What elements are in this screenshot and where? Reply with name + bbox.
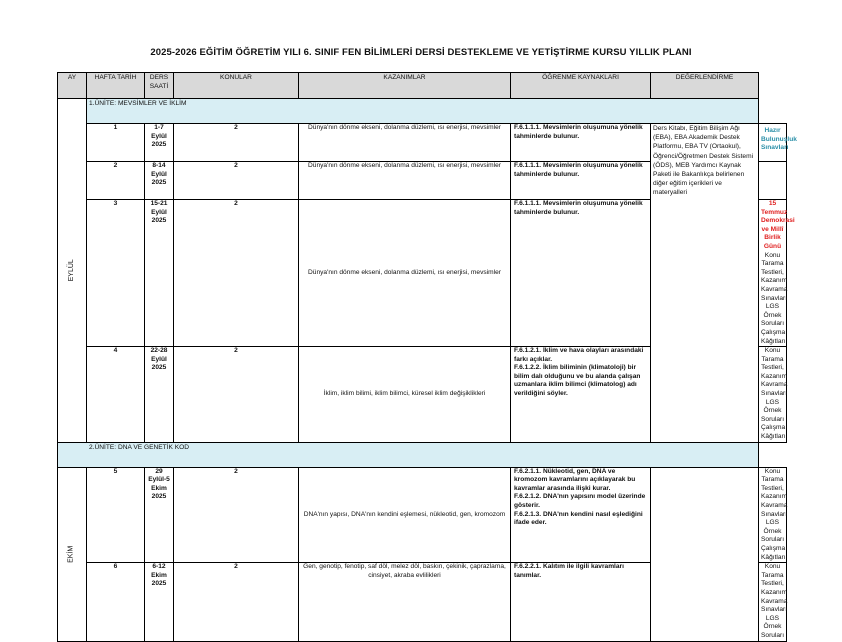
outcome-item: F.6.2.1.3. DNA'nın kendini nasıl eşlediğini ifade eder.: [514, 510, 643, 527]
header-row: [58, 73, 787, 99]
assessment-item: Konu Tarama Testleri,: [761, 347, 784, 372]
outcomes-cell: [511, 467, 651, 563]
special-day-note: 15 Temmuz Demokrasi ve Millî Birlik Günü: [761, 200, 795, 250]
assessment-cell: [759, 563, 787, 641]
outcome-item: F.6.1.1.1. Mevsimlerin oluşumuna yönelik tahminlerde bulunur.: [514, 124, 643, 140]
table-row: [58, 467, 787, 563]
assessment-item: Çalışma Kâğıtları: [761, 328, 786, 345]
week-date: 22-28 Eylül 2025: [145, 347, 174, 443]
week-date: 1-7 Eylül 2025: [145, 124, 174, 162]
assessment-item: Çalışma Kâğıtları: [761, 424, 786, 441]
week-date: 15-21 Eylül 2025: [145, 200, 174, 347]
assessment-item: Kazanım Kavrama Sınavları: [761, 588, 788, 614]
week-number: 4: [87, 347, 145, 443]
week-number: 3: [87, 200, 145, 347]
assessment-cell: [759, 162, 787, 200]
outcome-item: F.6.2.1.1. Nükleotid, gen, DNA ve kromozom kavramlarını açıklayarak bu kavramlar arasında ilişki kurar.: [514, 467, 636, 492]
unit-title: 1.ÜNİTE: MEVSİMLER VE İKLİM: [87, 99, 759, 124]
header-ders-saati: DERS SAATİ: [145, 73, 174, 99]
week-number: 2: [87, 162, 145, 200]
unit-title: 2.ÜNİTE: DNA VE GENETİK KOD: [58, 442, 759, 467]
assessment-item: Konu Tarama Testleri,: [761, 563, 784, 588]
month-label: EYLÜL: [67, 259, 75, 282]
topic-cell: Dünya'nın dönme ekseni, dolanma düzlemi, ısı enerjisi, mevsimler: [299, 162, 511, 200]
unit-row: [58, 442, 787, 467]
assessment-cell: [759, 200, 795, 347]
topic-cell: Dünya'nın dönme ekseni, dolanma düzlemi, ısı enerjisi, mevsimler: [299, 200, 511, 347]
month-cell-eylul: [58, 99, 87, 443]
resources-cell-empty: [651, 467, 759, 641]
resources-cell: Ders Kitabı, Eğitim Bilişim Ağı (EBA), EBA Akademik Destek Platformu, EBA TV (Ortaokul), Öğrenci/Öğretmen Destek Sistemi (ÖDS), MEB Yardımcı Kaynak Paketi ile Bakanlıkça belirlenen diğer eğitim içerikleri ve materyalleri: [651, 124, 759, 443]
assessment-item: LGS Örnek Soruları: [761, 614, 785, 639]
lesson-hours: 2: [174, 467, 299, 563]
outcomes-cell: [511, 162, 651, 200]
topic-cell: DNA'nın yapısı, DNA'nın kendini eşlemesi, nükleotid, gen, kromozom: [299, 467, 511, 563]
outcome-item: F.6.1.2.1. İklim ve hava olayları arasındaki farkı açıklar.: [514, 347, 644, 363]
outcome-item: F.6.1.1.1. Mevsimlerin oluşumuna yönelik tahminlerde bulunur.: [514, 200, 643, 216]
outcomes-cell: [511, 347, 651, 443]
lesson-hours: 2: [174, 162, 299, 200]
week-number: 5: [87, 467, 145, 563]
header-degerlendirme: DEĞERLENDİRME: [651, 73, 759, 99]
outcomes-cell: [511, 563, 651, 641]
assessment-cell: [759, 347, 787, 443]
assessment-item: Çalışma Kâğıtları: [761, 544, 786, 561]
assessment-item: LGS Örnek Soruları: [761, 398, 785, 423]
header-kazanimlar: KAZANIMLAR: [299, 73, 511, 99]
assessment-item: Kazanım Kavrama Sınavları: [761, 277, 788, 302]
assessment-item: Konu Tarama Testleri,: [761, 251, 784, 276]
yearly-plan-table: [57, 72, 797, 642]
week-date: 29 Eylül-5 Ekim 2025: [145, 467, 174, 563]
month-label: EKİM: [67, 545, 75, 563]
month-cell-ekim: [58, 467, 87, 641]
week-date: 8-14 Eylül 2025: [145, 162, 174, 200]
outcome-item: F.6.1.1.1. Mevsimlerin oluşumuna yönelik tahminlerde bulunur.: [514, 162, 643, 178]
outcome-item: F.6.2.2.1. Kalıtım ile ilgili kavramları tanımlar.: [514, 563, 624, 579]
assessment-cell: Hazır Bulunuşluk Sınavları: [759, 124, 787, 162]
header-konular: KONULAR: [174, 73, 299, 99]
header-ay: AY: [58, 73, 87, 99]
topic-cell: Dünya'nın dönme ekseni, dolanma düzlemi, ısı enerjisi, mevsimler: [299, 124, 511, 162]
assessment-item: LGS Örnek Soruları: [761, 519, 785, 544]
week-number: 6: [87, 563, 145, 641]
page-title: 2025-2026 EĞİTİM ÖĞRETİM YILI 6. SINIF FEN BİLİMLERİ DERSİ DESTEKLEME VE YETİŞTİRME KURSU YILLIK PLANI: [150, 47, 692, 58]
week-number: 1: [87, 124, 145, 162]
outcomes-cell: [511, 200, 651, 347]
unit-row: [58, 99, 787, 124]
topic-cell: Gen, genotip, fenotip, saf döl, melez döl, baskın, çekinik, çaprazlama, cinsiyet, akraba evlilikleri: [299, 563, 511, 641]
header-hafta: HAFTA TARİH: [87, 73, 145, 99]
outcomes-cell: [511, 124, 651, 162]
topic-cell: İklim, iklim bilimi, iklim bilimci, küresel iklim değişiklikleri: [299, 347, 511, 443]
lesson-hours: 2: [174, 563, 299, 641]
week-date: 6-12 Ekim 2025: [145, 563, 174, 641]
assessment-item: Kazanım Kavrama Sınavları: [761, 493, 788, 518]
outcome-item: F.6.2.1.2. DNA'nın yapısını model üzerinde gösterir.: [514, 493, 646, 509]
assessment-item: LGS Örnek Soruları: [761, 303, 785, 328]
lesson-hours: 2: [174, 200, 299, 347]
outcome-item: F.6.1.2.2. İklim biliminin (klimatoloji) bir bilim dalı olduğunu ve bu alanda çalışan uzmanlara iklim bilimci (klimatolog) adı verildiğini söyler.: [514, 364, 641, 398]
assessment-item: Konu Tarama Testleri,: [761, 467, 784, 492]
lesson-hours: 2: [174, 124, 299, 162]
assessment-item: Kazanım Kavrama Sınavları: [761, 372, 788, 398]
assessment-cell: [759, 467, 787, 563]
header-kaynaklar: ÖĞRENME KAYNAKLARI: [511, 73, 651, 99]
lesson-hours: 2: [174, 347, 299, 443]
table-row: [58, 124, 787, 162]
